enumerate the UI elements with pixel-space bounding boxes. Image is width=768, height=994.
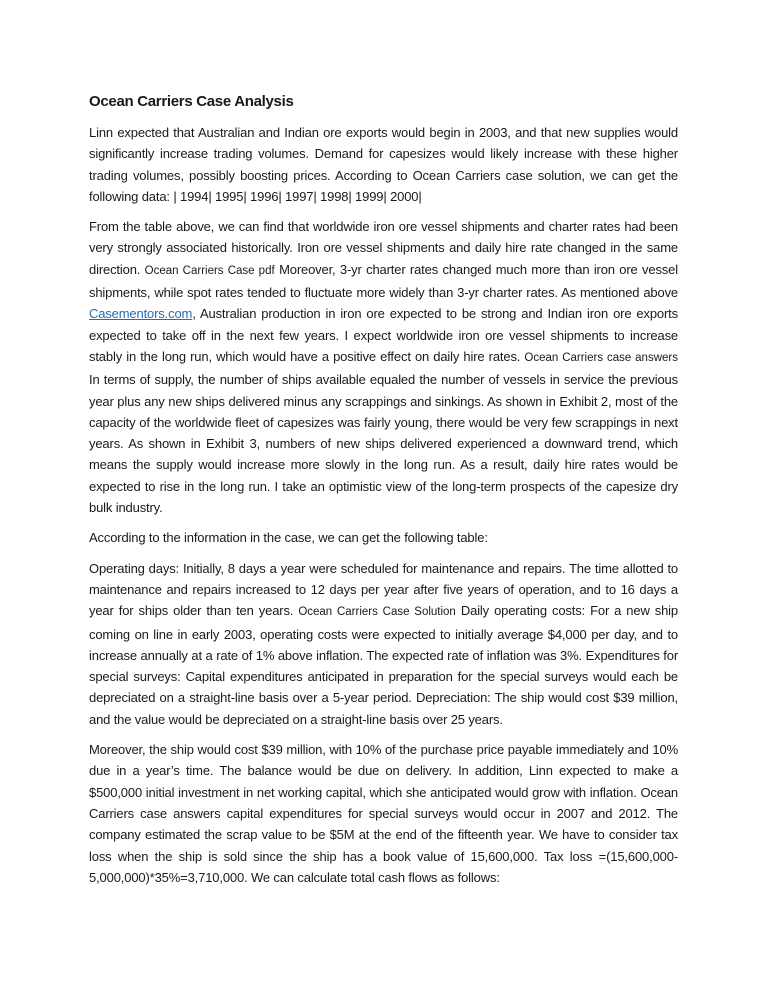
text-segment: In terms of supply, the number of ships available equaled the number of vessels in service the previous year plus any new ships delivered minus any scrappings and sinkings. As shown in Exhibit 2, most of the capacity of the worldwide fleet of capesizes was fairly young, there would be very few scrappings in next years. As shown in Exhibit 3, numbers of new ships delivered experienced a downward trend, which means the supply would increase more slowly in the long run. As a result, daily hire rates would be expected to rise in the long run. I take an optimistic view of the long-term prospects of the capesize dry bulk industry. — [89, 372, 678, 516]
text-segment: , Australian production in iron ore expected to be strong and Indian iron ore exports expected to take off in the next few years. I expect worldwide iron ore vessel shipments to increase stably in the long run, which would have a positive effect on daily hire rates. — [89, 306, 678, 364]
paragraph-table-intro: According to the information in the case, we can get the following table: — [89, 530, 488, 546]
casementors-link[interactable]: Casementors.com — [89, 306, 193, 322]
text-segment: From the table above, we can find that worldwide iron ore vessel shipments and charter rates had been very strongly associated historically. Iron ore vessel shipments and daily hire rate changed in the same direction. — [89, 219, 678, 277]
paragraph-operating-days — [89, 558, 678, 730]
document-page — [89, 92, 678, 897]
keyword-link-text: Ocean Carriers Case Solution — [298, 606, 456, 619]
text-segment: Operating days: Initially, 8 days a year were scheduled for maintenance and repairs. The time allotted to maintenance and repairs increased to 12 days per year after five years of operation, and to 16 days a year for ships older than ten years. — [89, 560, 678, 619]
paragraph-intro: Linn expected that Australian and Indian ore exports would begin in 2003, and that new supplies would significantly increase trading volumes. Demand for capesizes would likely increase with these higher trading volumes, possibly boosting prices. According to Ocean Carriers case solution, we can get the following data: | 1994| 1995| 1996| 1997| 1998| 1999| 2000| — [89, 125, 678, 204]
keyword-link-text: Ocean Carriers case answers — [524, 351, 678, 364]
text-segment: Daily operating costs: For a new ship coming on line in early 2003, operating costs were expected to initially average $4,000 per day, and to increase annually at a rate of 1% above inflation. The expected rate of inflation was 3%. Expenditures for special surveys: Capital expenditures anticipated in preparation for the special surveys would each be depreciated on a straight-line basis over a 5-year period. Depreciation: The ship would cost $39 million, and the value would be depreciated on a straight-line basis over 25 years. — [89, 603, 678, 727]
paragraph-analysis — [89, 216, 678, 518]
document-title: Ocean Carriers Case Analysis — [89, 93, 294, 110]
keyword-link-text: Ocean Carriers Case pdf — [144, 264, 275, 277]
text-segment: Moreover, 3-yr charter rates changed much more than iron ore vessel shipments, while spot rates tended to fluctuate more widely than 3-yr charter rates. As mentioned above — [89, 261, 678, 301]
paragraph-ship-cost: Moreover, the ship would cost $39 million, with 10% of the purchase price payable immediately and 10% due in a year’s time. The balance would be due on delivery. In addition, Linn expected to make a $500,000 initial investment in net working capital, which she anticipated would grow with inflation. Ocean Carriers case answers capital expenditures for special surveys would occur in 2007 and 2012. The company estimated the scrap value to be $5M at the end of the fifteenth year. We have to consider tax loss when the ship is sold since the ship has a book value of 15,600,000. Tax loss =(15,600,000-5,000,000)*35%=3,710,000. We can calculate total cash flows as follows: — [89, 742, 678, 885]
